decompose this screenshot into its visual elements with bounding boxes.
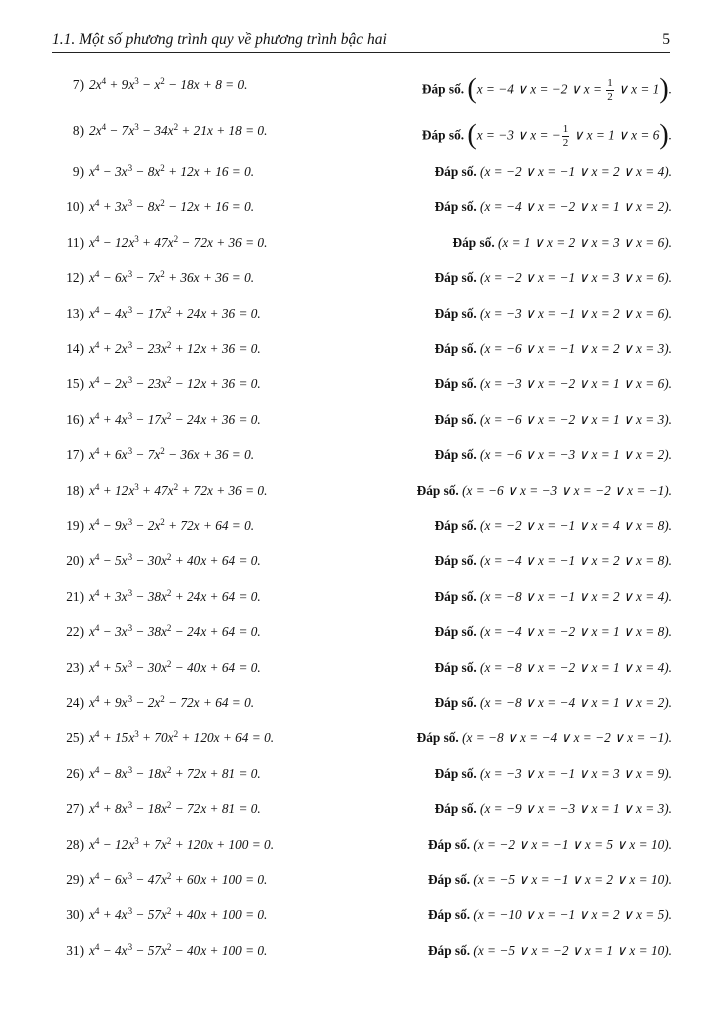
answer-label: Đáp số. bbox=[427, 836, 471, 852]
answer-label: Đáp số. bbox=[434, 270, 477, 286]
answer-label: Đáp số. bbox=[434, 624, 477, 640]
exponent: 3 bbox=[127, 906, 133, 917]
right-paren: ) bbox=[659, 73, 669, 105]
exponent: 3 bbox=[134, 122, 139, 132]
exponent: 3 bbox=[127, 163, 133, 173]
fraction-denominator: 2 bbox=[607, 91, 613, 103]
answer-label: Đáp số. bbox=[416, 730, 459, 746]
answer: Đáp số. (x = −2 ∨ x = −1 ∨ x = 5 ∨ x = 10). bbox=[427, 836, 672, 852]
equation: $2x^4 + 9x^3 - x^2 - 18x + 8 = 0$. bbox=[89, 76, 248, 92]
answer: Đáp số. (x = −2 ∨ x = −1 ∨ x = 4 ∨ x = 8). bbox=[434, 518, 672, 533]
equation: $x^4 - 6x^3 - 7x^2 + 36x + 36 = 0$. bbox=[89, 269, 255, 286]
equation: $x^4 + 2x^3 - 23x^2 + 12x + 36 = 0$. bbox=[89, 340, 261, 356]
problem-row bbox=[52, 688, 672, 718]
problem-row bbox=[52, 440, 672, 470]
exponent: 3 bbox=[134, 76, 139, 86]
exponent: 3 bbox=[134, 835, 139, 846]
exponent: 3 bbox=[127, 552, 133, 563]
answer-label: Đáp số. bbox=[427, 942, 471, 958]
problem-number: 24) bbox=[66, 695, 84, 710]
problem-row bbox=[52, 334, 672, 364]
answer: Đáp số. (x = −8 ∨ x = −1 ∨ x = 2 ∨ x = 4). bbox=[434, 588, 672, 604]
fraction-denominator: 2 bbox=[562, 137, 569, 149]
exponent: 2 bbox=[160, 163, 165, 173]
exponent: 3 bbox=[127, 800, 133, 811]
answer-label: Đáp số. bbox=[434, 518, 477, 533]
exponent: 4 bbox=[94, 198, 100, 209]
equation: $x^4 - 12x^3 + 7x^2 + 120x + 100 = 0$. bbox=[89, 835, 275, 852]
exponent: 2 bbox=[160, 269, 165, 280]
answer-label: Đáp số. bbox=[434, 411, 477, 427]
exponent: 3 bbox=[127, 764, 133, 775]
exponent: 4 bbox=[101, 122, 107, 132]
problem-number: 8) bbox=[72, 123, 84, 138]
exponent: 2 bbox=[160, 446, 165, 457]
problem-row bbox=[52, 299, 672, 329]
exponent: 4 bbox=[94, 906, 100, 917]
page-number: 5 bbox=[662, 31, 670, 48]
exponent: 4 bbox=[101, 76, 107, 86]
exponent: 3 bbox=[127, 446, 133, 457]
answer-label: Đáp số. bbox=[434, 801, 477, 817]
answer: Đáp số. (x = −4 ∨ x = −1 ∨ x = 2 ∨ x = 8). bbox=[434, 553, 672, 569]
exponent: 2 bbox=[166, 906, 172, 917]
answer: Đáp số. (x = −6 ∨ x = −2 ∨ x = 1 ∨ x = 3). bbox=[434, 411, 672, 427]
exponent: 2 bbox=[166, 835, 172, 846]
problem-number: 18) bbox=[66, 482, 84, 498]
problem-number: 29) bbox=[66, 872, 84, 887]
answer-label: Đáp số. bbox=[427, 907, 471, 923]
problem-number: 11) bbox=[66, 234, 84, 250]
exponent: 3 bbox=[127, 375, 133, 386]
equation: $x^4 + 4x^3 - 17x^2 - 24x + 36 = 0$. bbox=[89, 410, 261, 427]
answer-label: Đáp số. bbox=[434, 164, 477, 179]
exponent: 4 bbox=[94, 694, 100, 704]
answer: Đáp số. (x = −8 ∨ x = −4 ∨ x = 1 ∨ x = 2). bbox=[434, 695, 672, 710]
answer-label: Đáp số. bbox=[421, 81, 465, 97]
answer-label: Đáp số. bbox=[416, 482, 459, 498]
exponent: 4 bbox=[94, 729, 100, 740]
answer: Đáp số. (x = −6 ∨ x = −1 ∨ x = 2 ∨ x = 3). bbox=[434, 341, 672, 356]
equation: $x^4 - 3x^3 - 38x^2 - 24x + 64 = 0$. bbox=[89, 623, 261, 640]
problem-row bbox=[52, 192, 672, 222]
exponent: 4 bbox=[94, 163, 100, 173]
problem-number: 22) bbox=[66, 624, 84, 640]
exponent: 4 bbox=[94, 446, 100, 457]
problem-row bbox=[52, 116, 672, 151]
answer: Đáp số. (x = −3 ∨ x = − $\frac{1}{2}$ ∨ x = 1 ∨ x = 6). bbox=[421, 119, 672, 151]
exponent: 2 bbox=[166, 871, 172, 881]
problem-number: 12) bbox=[66, 270, 84, 286]
exponent: 3 bbox=[127, 623, 133, 634]
exponent: 4 bbox=[94, 340, 100, 350]
equation: $x^4 + 3x^3 - 8x^2 - 12x + 16 = 0$. bbox=[89, 198, 255, 215]
problem-number: 28) bbox=[66, 836, 84, 852]
exponent: 4 bbox=[94, 552, 100, 563]
exponent: 4 bbox=[94, 871, 100, 881]
answer-label: Đáp số. bbox=[452, 234, 495, 250]
exponent: 3 bbox=[127, 410, 133, 421]
problem-row bbox=[52, 369, 672, 399]
answer-label: Đáp số. bbox=[434, 341, 477, 356]
fraction bbox=[562, 123, 570, 150]
problem-row bbox=[52, 157, 672, 187]
equation: $x^4 + 5x^3 - 30x^2 - 40x + 64 = 0$. bbox=[89, 658, 261, 675]
exponent: 2 bbox=[173, 729, 179, 740]
answer: Đáp số. (x = −4 ∨ x = −2 ∨ x = $\frac{1}{2}$ ∨ x = 1). bbox=[421, 73, 672, 105]
answer: Đáp số. (x = −3 ∨ x = −1 ∨ x = 2 ∨ x = 6). bbox=[434, 305, 672, 321]
answer-label: Đáp số. bbox=[434, 553, 477, 569]
equation: $2x^4 - 7x^3 - 34x^2 + 21x + 18 = 0$. bbox=[89, 122, 268, 138]
equation: $x^4 + 3x^3 - 38x^2 + 24x + 64 = 0$. bbox=[89, 587, 261, 604]
answer: Đáp số. (x = −4 ∨ x = −2 ∨ x = 1 ∨ x = 2). bbox=[434, 199, 672, 215]
problem-row bbox=[52, 582, 672, 612]
problem-number: 20) bbox=[66, 553, 84, 569]
equation: $x^4 + 15x^3 + 70x^2 + 120x + 64 = 0$. bbox=[89, 729, 275, 746]
exponent: 2 bbox=[166, 800, 172, 811]
problem-row bbox=[52, 228, 672, 258]
equation: $x^4 - 3x^3 - 8x^2 + 12x + 16 = 0$. bbox=[89, 163, 255, 179]
left-paren: ( bbox=[467, 73, 477, 105]
exponent: 3 bbox=[127, 658, 133, 669]
problem-number: 30) bbox=[66, 907, 84, 923]
answer: Đáp số. (x = −5 ∨ x = −2 ∨ x = 1 ∨ x = 10). bbox=[427, 942, 672, 958]
exponent: 4 bbox=[94, 658, 100, 669]
exponent: 3 bbox=[134, 233, 139, 244]
problem-number: 19) bbox=[66, 518, 84, 533]
page-header bbox=[52, 30, 670, 53]
problem-number: 25) bbox=[66, 730, 84, 746]
exponent: 3 bbox=[127, 304, 133, 315]
exponent: 3 bbox=[127, 871, 133, 881]
exponent: 4 bbox=[94, 481, 100, 492]
exponent: 3 bbox=[127, 269, 133, 280]
answer: Đáp số. (x = −5 ∨ x = −1 ∨ x = 2 ∨ x = 10). bbox=[427, 872, 672, 887]
problem-row bbox=[52, 617, 672, 647]
equation: $x^4 + 8x^3 - 18x^2 - 72x + 81 = 0$. bbox=[89, 800, 261, 817]
equation: $x^4 + 4x^3 - 57x^2 + 40x + 100 = 0$. bbox=[89, 906, 268, 923]
answer: Đáp số. (x = −2 ∨ x = −1 ∨ x = 3 ∨ x = 6). bbox=[434, 270, 672, 286]
answer: Đáp số. (x = −8 ∨ x = −4 ∨ x = −2 ∨ x = −1). bbox=[416, 730, 672, 746]
exponent: 2 bbox=[166, 375, 172, 386]
exponent: 3 bbox=[127, 517, 133, 527]
exponent: 4 bbox=[94, 587, 100, 598]
answer: Đáp số. (x = 1 ∨ x = 2 ∨ x = 3 ∨ x = 6). bbox=[452, 234, 672, 250]
left-paren: ( bbox=[467, 119, 477, 151]
problem-number: 10) bbox=[66, 199, 84, 215]
exponent: 4 bbox=[94, 269, 100, 280]
problem-number: 15) bbox=[66, 376, 84, 392]
exponent: 2 bbox=[173, 122, 179, 132]
problem-row bbox=[52, 794, 672, 824]
problem-row bbox=[52, 405, 672, 435]
problem-number: 21) bbox=[66, 588, 84, 604]
answer-label: Đáp số. bbox=[434, 765, 477, 781]
problem-number: 7) bbox=[72, 77, 84, 92]
problem-row bbox=[52, 476, 672, 506]
problem-row bbox=[52, 263, 672, 293]
equation: $x^4 - 12x^3 + 47x^2 - 72x + 36 = 0$. bbox=[89, 233, 268, 250]
problem-row bbox=[52, 723, 672, 753]
equation: $x^4 - 2x^3 - 23x^2 - 12x + 36 = 0$. bbox=[89, 375, 261, 392]
answer: Đáp số. (x = −3 ∨ x = −2 ∨ x = 1 ∨ x = 6). bbox=[434, 376, 672, 392]
exponent: 2 bbox=[166, 623, 172, 634]
exponent: 2 bbox=[160, 76, 165, 86]
answer-label: Đáp số. bbox=[434, 199, 477, 215]
answer-label: Đáp số. bbox=[434, 659, 477, 675]
answer-label: Đáp số. bbox=[434, 376, 477, 392]
exponent: 2 bbox=[160, 198, 165, 209]
exponent: 2 bbox=[173, 481, 179, 492]
exponent: 4 bbox=[94, 375, 100, 386]
problem-row bbox=[52, 936, 672, 966]
problem-number: 31) bbox=[66, 942, 84, 958]
exponent: 4 bbox=[94, 623, 100, 634]
right-paren: ) bbox=[659, 119, 669, 151]
exponent: 2 bbox=[166, 340, 172, 350]
problem-number: 27) bbox=[66, 801, 84, 817]
equation: $x^4 + 12x^3 + 47x^2 + 72x + 36 = 0$. bbox=[89, 481, 268, 498]
answer: Đáp số. (x = −4 ∨ x = −2 ∨ x = 1 ∨ x = 8). bbox=[434, 624, 672, 640]
exponent: 3 bbox=[127, 198, 133, 209]
problem-row bbox=[52, 653, 672, 683]
answer-label: Đáp số. bbox=[434, 588, 477, 604]
equation: $x^4 + 6x^3 - 7x^2 - 36x + 36 = 0$. bbox=[89, 446, 255, 463]
exponent: 2 bbox=[160, 694, 165, 704]
fraction-numerator: 1 bbox=[607, 77, 613, 89]
exponent: 4 bbox=[94, 304, 100, 315]
problem-row bbox=[52, 70, 672, 105]
exponent: 2 bbox=[166, 552, 172, 563]
exponent: 3 bbox=[127, 694, 133, 704]
equation: $x^4 - 6x^3 - 47x^2 + 60x + 100 = 0$. bbox=[89, 871, 268, 887]
exponent: 3 bbox=[127, 941, 133, 952]
problem-number: 26) bbox=[66, 765, 84, 781]
answer: Đáp số. (x = −6 ∨ x = −3 ∨ x = −2 ∨ x = −1). bbox=[416, 482, 672, 498]
equation: $x^4 - 4x^3 - 57x^2 - 40x + 100 = 0$. bbox=[89, 941, 268, 958]
exponent: 2 bbox=[166, 304, 172, 315]
answer-label: Đáp số. bbox=[427, 872, 471, 887]
exponent: 2 bbox=[166, 658, 172, 669]
exponent: 2 bbox=[160, 517, 165, 527]
fraction bbox=[606, 77, 614, 104]
answer: Đáp số. (x = −6 ∨ x = −3 ∨ x = 1 ∨ x = 2). bbox=[434, 447, 672, 463]
exponent: 4 bbox=[94, 517, 100, 527]
exponent: 4 bbox=[94, 764, 100, 775]
fraction-numerator: 1 bbox=[562, 123, 569, 135]
answer-label: Đáp số. bbox=[421, 127, 465, 143]
exponent: 4 bbox=[94, 233, 100, 244]
equation: $x^4 - 9x^3 - 2x^2 + 72x + 64 = 0$. bbox=[89, 517, 255, 533]
equation: $x^4 + 9x^3 - 2x^2 - 72x + 64 = 0$. bbox=[89, 694, 255, 710]
exponent: 2 bbox=[166, 410, 172, 421]
problem-number: 14) bbox=[66, 341, 84, 356]
problem-number: 16) bbox=[66, 411, 84, 427]
exponent: 4 bbox=[94, 800, 100, 811]
problem-number: 9) bbox=[72, 164, 84, 179]
problem-number: 17) bbox=[66, 447, 84, 463]
equation: $x^4 - 5x^3 - 30x^2 + 40x + 64 = 0$. bbox=[89, 552, 261, 569]
exponent: 4 bbox=[94, 941, 100, 952]
answer-label: Đáp số. bbox=[434, 447, 477, 463]
exponent: 2 bbox=[166, 587, 172, 598]
exponent: 4 bbox=[94, 410, 100, 421]
exponent: 3 bbox=[134, 481, 139, 492]
exponent: 2 bbox=[173, 233, 179, 244]
answer-label: Đáp số. bbox=[434, 695, 477, 710]
answer-label: Đáp số. bbox=[434, 305, 477, 321]
answer: Đáp số. (x = −3 ∨ x = −1 ∨ x = 3 ∨ x = 9). bbox=[434, 765, 672, 781]
exponent: 3 bbox=[127, 587, 133, 598]
problem-row bbox=[52, 865, 672, 895]
problem-row bbox=[52, 830, 672, 860]
problem-number: 23) bbox=[66, 659, 84, 675]
problem-row bbox=[52, 900, 672, 930]
exponent: 3 bbox=[134, 729, 139, 740]
answer: Đáp số. (x = −10 ∨ x = −1 ∨ x = 2 ∨ x = 5). bbox=[427, 907, 672, 923]
equation: $x^4 - 8x^3 - 18x^2 + 72x + 81 = 0$. bbox=[89, 764, 261, 781]
exponent: 4 bbox=[94, 835, 100, 846]
answer: Đáp số. (x = −8 ∨ x = −2 ∨ x = 1 ∨ x = 4). bbox=[434, 659, 672, 675]
problem-row bbox=[52, 759, 672, 789]
exponent: 2 bbox=[166, 941, 172, 952]
answer: Đáp số. (x = −9 ∨ x = −3 ∨ x = 1 ∨ x = 3). bbox=[434, 801, 672, 817]
answer: Đáp số. (x = −2 ∨ x = −1 ∨ x = 2 ∨ x = 4). bbox=[434, 164, 672, 179]
problem-row bbox=[52, 511, 672, 541]
exponent: 2 bbox=[166, 764, 172, 775]
exponent: 3 bbox=[127, 340, 133, 350]
problem-number: 13) bbox=[66, 305, 84, 321]
problem-row bbox=[52, 546, 672, 576]
chapter-title: 1.1. Một số phương trình quy về phương trình bậc hai bbox=[52, 31, 387, 48]
equation: $x^4 - 4x^3 - 17x^2 + 24x + 36 = 0$. bbox=[89, 304, 261, 321]
